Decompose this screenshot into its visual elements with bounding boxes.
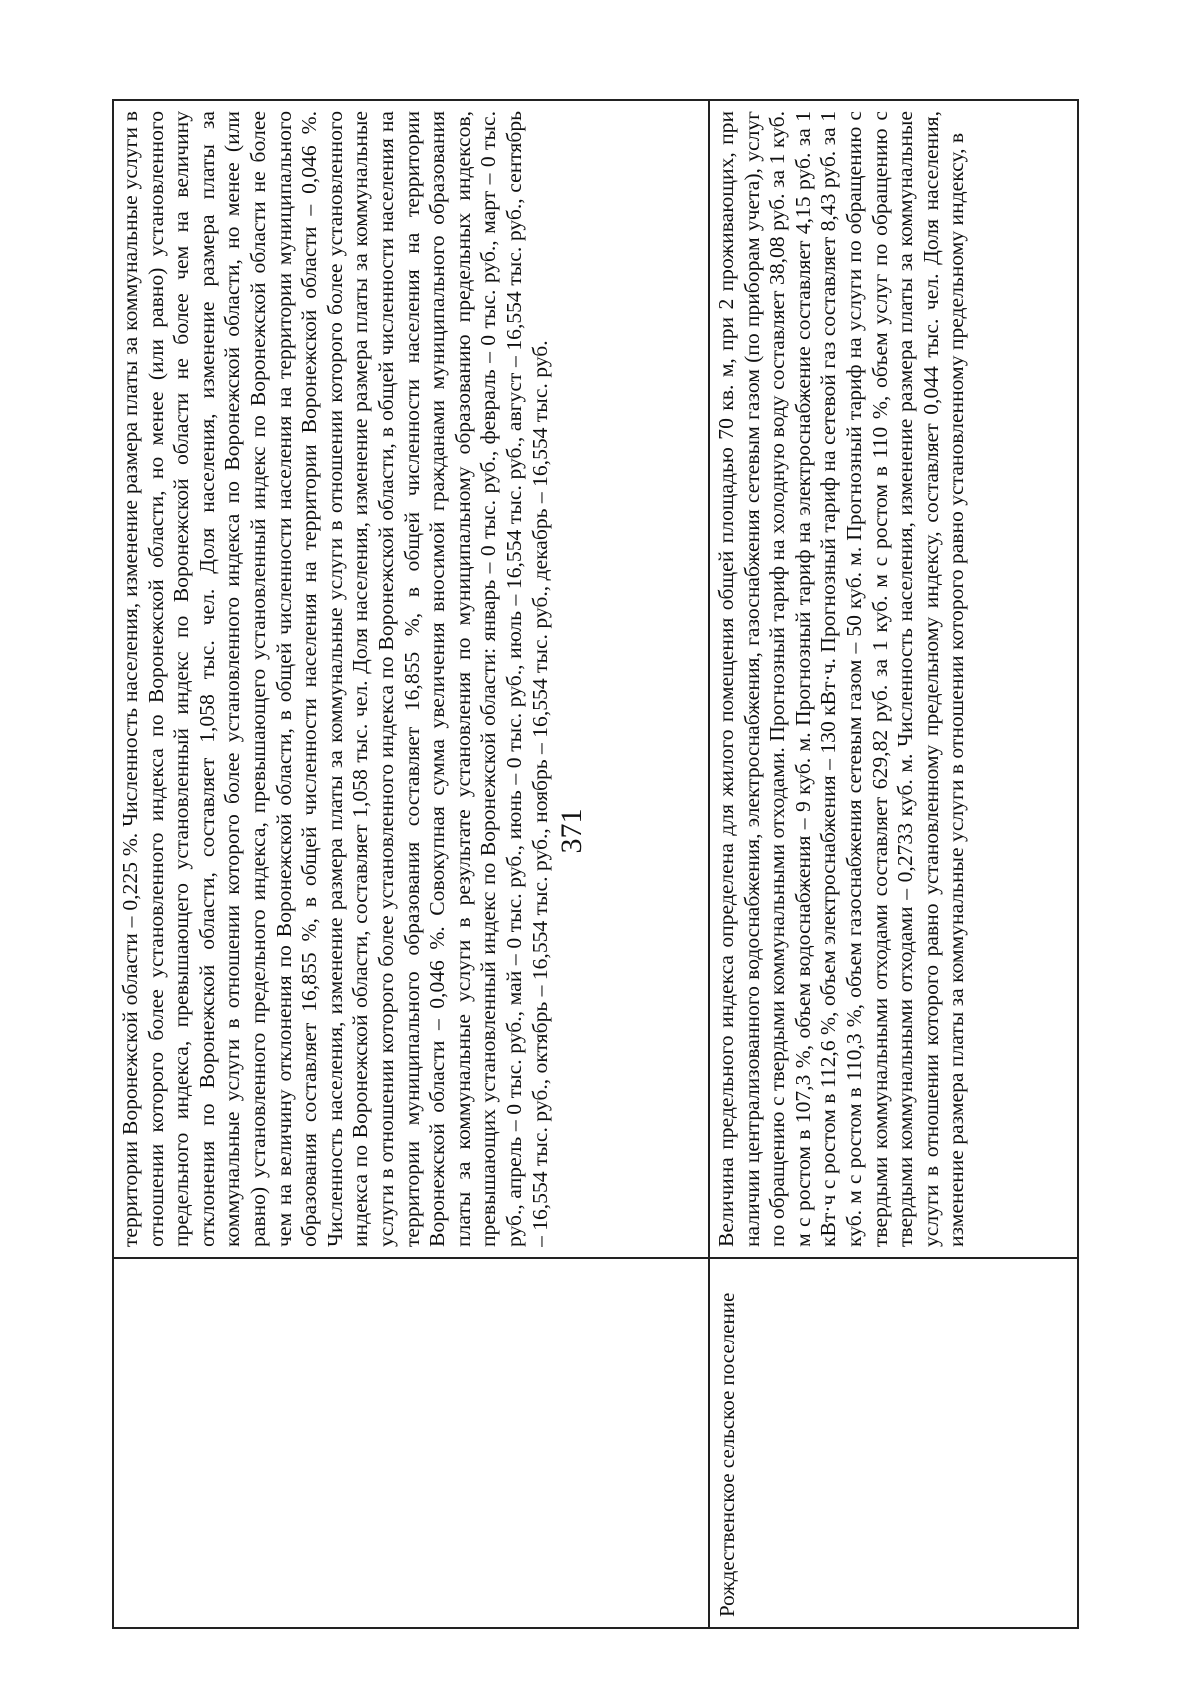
municipality-name-cell [113,1258,709,1628]
rotated-page-content [112,99,1077,1629]
table-row [113,100,709,1628]
description-text: Величина предельного индекса определена для жилого помещения общей площадью 70 кв. м, при 2 проживающих, при наличии централизованного водоснабжения, электроснабжения, газоснабжения сетевым газом (по приборам учета), услуг по обращению с твердыми коммунальными отходами. Прогнозный тариф на холодную воду составляет 38,08 руб. за 1 куб. м с ростом в 107,3 %, объем водоснабжения – 9 куб. м. Прогнозный тариф на электроснабжение составляет 4,15 руб. за 1 кВт·ч с ростом в 112,6 %, объем электроснабжения – 130 кВт·ч. Прогнозный тариф на сетевой газ составляет 8,43 руб. за 1 куб. м с ростом в 110,3 %, объем газоснабжения сетевым газом – 50 куб. м. Прогнозный тариф на услуги по обращению с твердыми коммунальными отходами составляет 629,82 руб. за 1 куб. м с ростом в 110 %, объем услуг по обращению с твердыми коммунальными отходами – 0,2733 куб. м. Численность населения, изменение размера платы за коммунальные услуги в отношении которого равно установленному предельному индексу, составляет 0,044 тыс. чел. Доля населения, изменение размера платы за коммунальные услуги в отношении которого равно установленному предельному индексу, в [714,111,969,1247]
municipal-index-table [112,99,1079,1629]
description-text: территории Воронежской области – 0,225 %. Численность населения, изменение размера платы за коммунальные услуги в отношении которого более установленного индекса по Воронежской области, но менее (или равно) установленного предельного индекса, превышающего установленный индекс по Воронежской области не более чем на величину отклонения по Воронежской области, составляет 1,058 тыс. чел. Доля населения, изменение размера платы за коммунальные услуги в отношении которого более установленного индекса по Воронежской области, но менее (или равно) установленного предельного индекса, превышающего установленный индекс по Воронежской области не более чем на величину отклонения по Воронежской области, в общей численности населения на территории муниципального образования составляет 16,855 %, в общей численности населения на территории Воронежской области – 0,046 %. Численность населения, изменение размера платы за коммунальные услуги в отношении которого более установленного индекса по Воронежской области, составляет 1,058 тыс. чел. Доля населения, изменение размера платы за коммунальные услуги в отношении которого более установленного индекса по Воронежской области, в общей численности населения на территории муниципального образования составляет 16,855 %, в общей численности населения на территории Воронежской области – 0,046 %. Совокупная сумма увеличения вносимой гражданами муниципального образования платы за коммунальные услуги в результате установления по муниципальному образованию предельных индексов, превышающих установленный индекс по Воронежской области: январь – 0 тыс. руб., февраль – 0 тыс. руб., март – 0 тыс. руб., апрель – 0 тыс. руб., май – 0 тыс. руб., июнь – 0 тыс. руб., июль – 16,554 тыс. руб., август – 16,554 тыс. руб., сентябрь – 16,554 тыс. руб., октябрь – 16,554 тыс. руб., ноябрь – 16,554 тыс. руб., декабрь – 16,554 тыс. руб. [118,111,552,1247]
municipality-name-cell: Рождественское сельское поселение [709,1258,1078,1628]
description-cell [113,100,709,1258]
description-cell [709,100,1078,1258]
page-number: 371 [555,808,588,854]
table-row [709,100,1078,1628]
